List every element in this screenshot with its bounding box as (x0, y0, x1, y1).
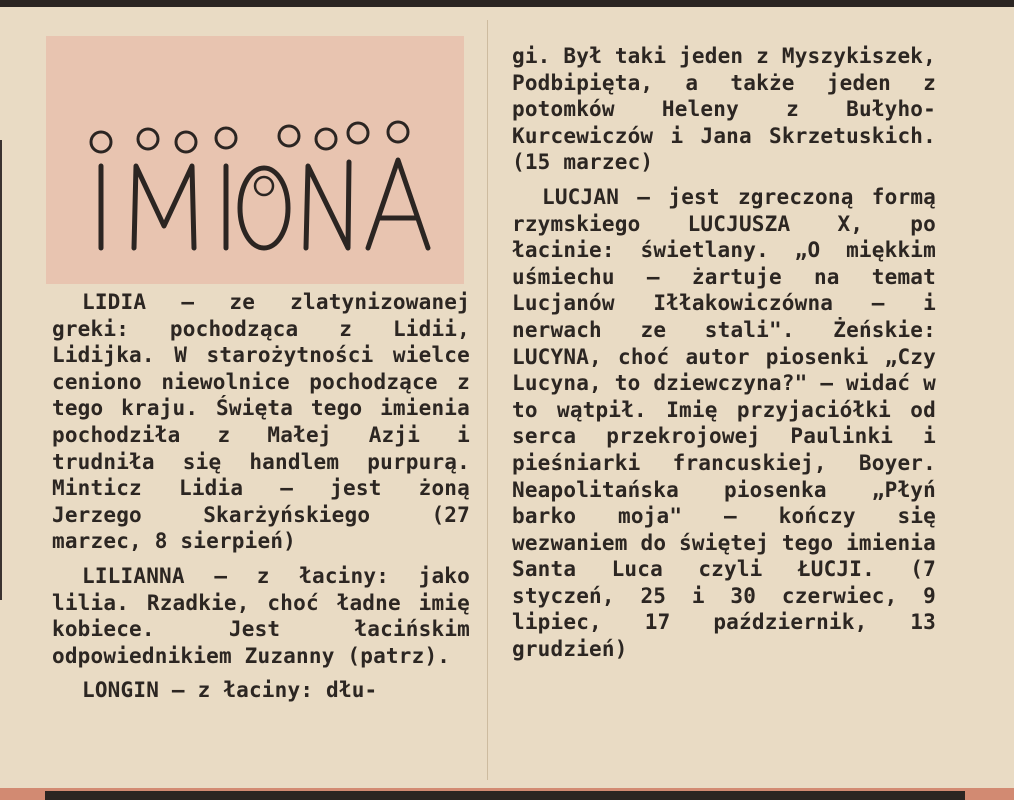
entry-longin (52, 677, 470, 704)
right-column (512, 43, 936, 671)
entry-lilianna (52, 563, 470, 669)
entry-longin-continued (512, 43, 936, 176)
entry-name: LILIANNA (82, 563, 185, 588)
entry-lidia (52, 289, 470, 555)
entry-text: — z łaciny: jako lilia. Rzadkie, choć ładne imię kobiece. Jest łacińskim odpowiednikiem Zuzanny (patrz). (52, 563, 470, 668)
entry-lucjan (512, 184, 936, 663)
entry-text: — ze zlatynizowanej greki: pochodząca z Lidii, Lidijka. W starożytności wielce ceniono niewolnice pochodzące z tego kraju. Święta tego imienia pochodziła z Małej Azji i trudniła się handlem purpurą. Minticz Lidia — jest żoną Jerzego Skarżyńskiego (27 marzec, 8 sierpień) (52, 290, 470, 554)
top-rule (0, 0, 1014, 7)
entry-text: gi. Był taki jeden z Myszykiszek, Podbipięta, a także jeden z potomków Heleny z Bułyho-Kurcewiczów i Jana Skrzetuskich. (15 marzec) (512, 44, 936, 175)
entry-name: LUCJAN (542, 184, 620, 209)
entry-name: LIDIA (82, 290, 147, 314)
entry-text: — jest zgreczoną formą rzymskiego LUCJUSZA X, po łacinie: świetlany. „O miękkim uśmiechu — żartuje na temat Lucjanów Iłłakowiczówna — i nerwach ze stali". Żeńskie: LUCYNA, choć autor piosenki „Czy Lucyna, to dziewczyna?" — widać w to wątpił. Imię przyjaciółki od serca przekrojowej Paulinki i pieśniarki francuskiej, Boyer. Neapolitańska piosenka „Płyń barko moja" — kończy się wezwaniem do świętej tego imienia Santa Luca czyli ŁUCJI. (7 styczeń, 25 i 30 czerwiec, 9 lipiec, 17 październik, 13 grudzień) (512, 184, 936, 662)
header-illustration (46, 36, 464, 284)
bottom-rule (45, 791, 965, 800)
entry-text: — z łaciny: dłu- (159, 678, 378, 703)
left-edge-rule (0, 140, 8, 600)
column-divider (487, 20, 488, 780)
imiona-title-art (46, 36, 464, 284)
left-column (52, 289, 470, 712)
entry-name: LONGIN (82, 678, 160, 703)
